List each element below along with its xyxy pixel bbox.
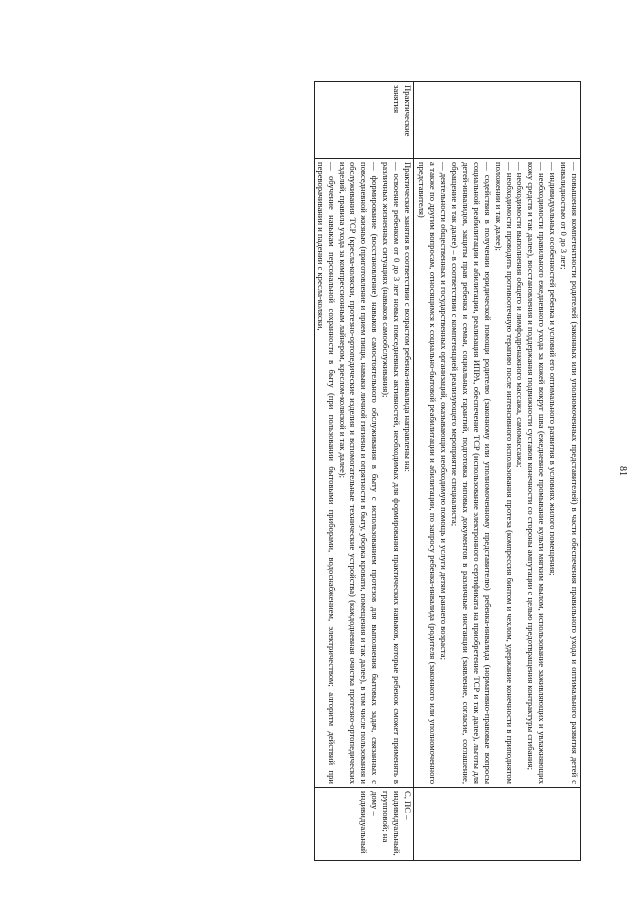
row2-line-1: Практические занятия в соответствии с возрастом ребенка-инвалида направлены на: xyxy=(403,162,413,472)
row2-format-cell xyxy=(314,788,413,861)
row1-label-cell xyxy=(414,82,581,159)
row1-line-5: — необходимости проводить противоотечную терапию после интенсивного использования протеза (компрессия бинтом и чехлом, удержание конечности в приподнятом положении и так далее); xyxy=(493,162,515,784)
page-number: 81 xyxy=(617,466,628,476)
row1-line-2: — индивидуальных особенностей ребенка и условий его оптимального развития в условиях жилого помещения; xyxy=(548,162,559,576)
row2-label-cell xyxy=(314,82,413,159)
row1-line-4: — необходимости выполнения общего и лимфодренажного массажа, самомассажа; xyxy=(515,162,526,468)
row1-line-7: — деятельности общественных и государственных организаций, оказывающих необходимую помощь и услуги детям раннего возраста; xyxy=(439,162,450,660)
row2-line-4: — обучение навыкам персональной сохранности в быту (при пользовании бытовыми приборами, водоснабжением, электричеством; алгоритм действий при переворачивании и падении с кресла-коляски, xyxy=(315,162,337,784)
row2-label: Практические занятия xyxy=(392,85,413,137)
table-row xyxy=(314,82,413,861)
rotated-content xyxy=(46,81,628,861)
measures-table xyxy=(314,81,581,861)
table-row xyxy=(414,82,581,861)
row2-line-2: — освоение ребенком от 0 до 3 лет новых повседневных активностей, необходимых для формирования практических навыков, которые ребенок сможет применять в различных жизненных ситуациях (навыков самообслуживания); xyxy=(381,162,403,784)
row1-line-1: — повышения компетентности родителей (законных или уполномоченных представителей) в части обеспечения правильного ухода и оптимального развития детей с инвалидностью от 0 до 3 лет; xyxy=(559,162,580,784)
row1-format-cell xyxy=(414,788,581,861)
row1-line-3: — необходимости правильного ежедневного ухода за кожей вокруг шва (ежедневное промывание культи мягким мылом, использование заживляющих и увлажняющих кожу средств и так далее), восстановления и поддержания подвижности суставов конечности со стороны ампутации с целью предотвращения контрактуры сгибания; xyxy=(526,162,548,784)
row2-format: С, ПС – индивидуальный, групповой; на дому – индивидуальный xyxy=(359,791,413,856)
row2-line-3: — формирование (восстановление) навыков самостоятельного обслуживания в быту с использованием протезов для выполнения бытовых задач, связанных с повседневной жизнью (приготовление и прием пищи, навыки личной гигиены и опрятности в быту, уборка кровати, помещения и так далее), в том числе пользования и обслуживания ТСР (кресла-коляски, протезно-ортопедические изделия и вспомогательные технические устройства) (каждодневная очистка протезно-ортопедических изделий, правила ухода за компрессионным лайнером, креслом-коляской и так далее); xyxy=(337,162,381,784)
row1-content-cell xyxy=(414,159,581,788)
row2-content-cell xyxy=(314,159,413,788)
row1-line-8: а также по другим вопросам, относящимся к социально-бытовой реабилитации и абилитации, по запросу ребенка-инвалида (родителя (законного или уполномоченного представителя) xyxy=(417,162,439,784)
row1-line-6: — содействия в получении юридической помощи родителю (законному или уполномоченному представителю) ребенка-инвалида (нормативно-правовые вопросы социальной реабилитации и абилитации, реализация ИПРА, обеспечение ТСР (использование электронного сертификата на приобретение ТСР и так далее), льготы для детей-инвалидов, защиты прав ребенка и семьи, социальных гарантий, подготовка типовых документов в различные инстанции (заявление, согласие, соглашение, обращение и так далее) – в соответствии с компетенцией реализующего мероприятие специалиста; xyxy=(450,162,493,784)
